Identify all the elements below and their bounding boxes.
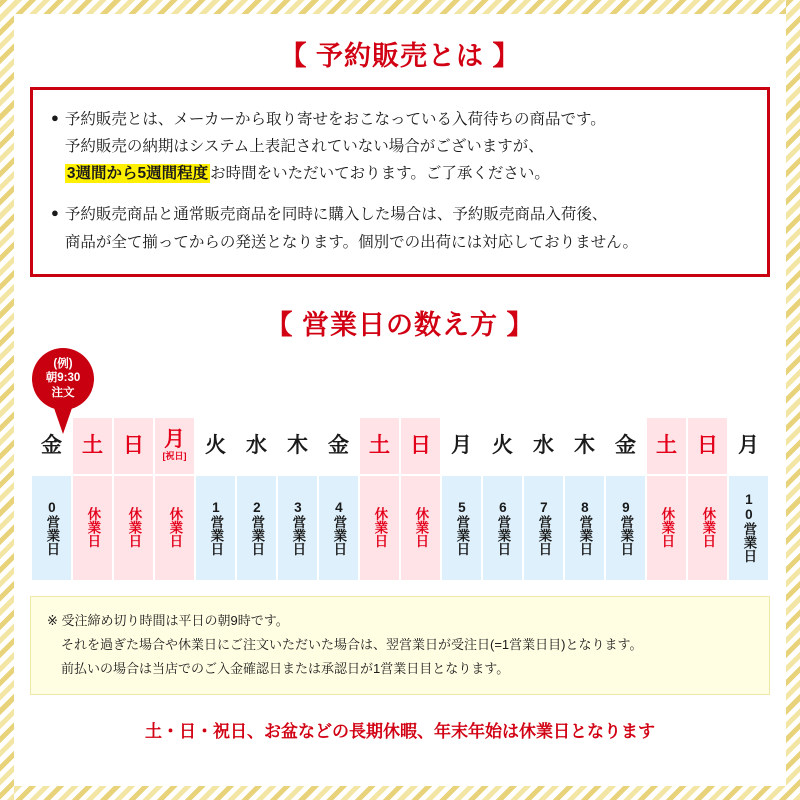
calendar-day-label: 金 bbox=[328, 433, 349, 457]
decorative-border-bottom bbox=[0, 786, 800, 800]
note-line: それを過ぎた場合や休業日にご注文いただいた場合は、翌営業日が受注日(=1営業日目)となります。 bbox=[61, 636, 643, 652]
calendar-day-label: 日 bbox=[410, 433, 431, 457]
calendar-day-sublabel: [祝日] bbox=[162, 451, 187, 462]
example-bubble-line-2: 朝9:30 bbox=[45, 372, 81, 385]
calendar-day-cell bbox=[360, 418, 399, 474]
calendar-count-cell bbox=[32, 476, 71, 580]
calendar-day-label: 月 bbox=[164, 428, 185, 452]
calendar-count-label: 9営業日 bbox=[618, 499, 634, 556]
calendar-count-cell bbox=[196, 476, 235, 580]
calendar-count-label: 6営業日 bbox=[495, 499, 511, 556]
calendar-day-label: 火 bbox=[205, 433, 226, 457]
reservation-line: 予約販売の納期はシステム上表記されていない場合がございますが、 bbox=[64, 138, 544, 156]
calendar-day-cell bbox=[565, 418, 604, 474]
reservation-bullet-body bbox=[65, 201, 749, 255]
reservation-line: 予約販売とは、メーカーから取り寄せをおこなっている入荷待ちの商品です。 bbox=[64, 111, 606, 128]
calendar-day-cell bbox=[196, 418, 235, 474]
calendar-day-cell bbox=[114, 418, 153, 474]
calendar-count-cell bbox=[483, 476, 522, 580]
decorative-border-left bbox=[0, 0, 14, 800]
calendar-day-label: 木 bbox=[574, 433, 595, 457]
calendar-day-label: 日 bbox=[123, 433, 144, 457]
calendar-day-label: 金 bbox=[41, 433, 62, 457]
calendar-day-cell bbox=[442, 418, 481, 474]
calendar-day-label: 土 bbox=[82, 433, 103, 457]
calendar-day-cell bbox=[647, 418, 686, 474]
example-bubble-pointer bbox=[54, 408, 72, 434]
calendar-count-label: 休業日 bbox=[413, 507, 429, 548]
calendar-day-label: 水 bbox=[533, 433, 554, 457]
calendar-count-cell bbox=[606, 476, 645, 580]
example-bubble-line-1: (例) bbox=[53, 358, 73, 371]
calendar-count-cell bbox=[688, 476, 727, 580]
decorative-border-top bbox=[0, 0, 800, 14]
calendar-day-cell bbox=[401, 418, 440, 474]
calendar-day-label: 月 bbox=[738, 433, 759, 457]
calendar-count-label: 3営業日 bbox=[290, 499, 306, 556]
calendar-day-cell bbox=[524, 418, 563, 474]
calendar-count-cell bbox=[73, 476, 112, 580]
reservation-bullet bbox=[51, 106, 749, 187]
calendar-day-label: 日 bbox=[697, 433, 718, 457]
calendar-count-label: 休業日 bbox=[372, 507, 388, 548]
holiday-footer-note: 土・日・祝日、お盆などの長期休暇、年末年始は休業日となります bbox=[145, 721, 655, 741]
calendar-count-cell bbox=[729, 476, 768, 580]
calendar-count-cell bbox=[360, 476, 399, 580]
calendar-count-cell bbox=[278, 476, 317, 580]
calendar-day-cell bbox=[688, 418, 727, 474]
reservation-line: 予約販売商品と通常販売商品を同時に購入した場合は、予約販売商品入荷後、 bbox=[64, 206, 608, 224]
calendar-count-cell bbox=[524, 476, 563, 580]
reservation-bullet bbox=[51, 201, 749, 255]
calendar-count-cell bbox=[319, 476, 358, 580]
reservation-bullet-body bbox=[65, 106, 749, 187]
calendar-count-label: 休業日 bbox=[85, 507, 101, 548]
calendar-day-cell bbox=[237, 418, 276, 474]
calendar-count-cell bbox=[442, 476, 481, 580]
calendar-count-label: 0営業日 bbox=[44, 499, 60, 556]
reservation-section-title: 【 予約販売とは 】 bbox=[279, 41, 521, 71]
business-days-section-title: 【 営業日の数え方 】 bbox=[265, 309, 535, 340]
calendar-day-cell bbox=[73, 418, 112, 474]
calendar-day-label: 火 bbox=[492, 433, 513, 457]
calendar-count-cell bbox=[114, 476, 153, 580]
calendar-count-cell bbox=[155, 476, 194, 580]
calendar-day-label: 月 bbox=[451, 433, 472, 457]
calendar-day-label: 木 bbox=[287, 433, 308, 457]
calendar-count-label: 10営業日 bbox=[741, 492, 757, 563]
example-order-bubble bbox=[32, 348, 94, 410]
calendar-count-cell bbox=[565, 476, 604, 580]
calendar-count-cell bbox=[237, 476, 276, 580]
calendar-day-cell bbox=[278, 418, 317, 474]
calendar-count-label: 8営業日 bbox=[577, 499, 593, 556]
note-line: ※ 受注締め切り時間は平日の朝9時です。 bbox=[47, 612, 289, 628]
reservation-line-highlighted bbox=[65, 160, 749, 187]
lead-time-highlight: 3週間から5週間程度 bbox=[66, 165, 209, 183]
page-content bbox=[14, 14, 786, 786]
calendar-count-label: 1営業日 bbox=[208, 499, 224, 556]
calendar-count-label: 休業日 bbox=[167, 507, 183, 548]
calendar-day-cell bbox=[155, 418, 194, 474]
calendar-day-cell bbox=[483, 418, 522, 474]
note-line: 前払いの場合は当店でのご入金確認日または承認日が1営業日目となります。 bbox=[61, 660, 510, 676]
calendar-count-label: 休業日 bbox=[700, 507, 716, 548]
calendar-day-row bbox=[32, 418, 768, 474]
calendar-count-cell bbox=[401, 476, 440, 580]
reservation-line-tail: お時間をいただいております。ご了承ください。 bbox=[210, 165, 550, 183]
calendar-day-label: 土 bbox=[369, 433, 390, 457]
calendar-day-cell bbox=[606, 418, 645, 474]
calendar-count-label: 7営業日 bbox=[536, 499, 552, 556]
decorative-border-right bbox=[786, 0, 800, 800]
calendar-day-cell bbox=[729, 418, 768, 474]
example-bubble-line-3: 注文 bbox=[51, 386, 75, 399]
calendar-count-label: 5営業日 bbox=[454, 499, 470, 556]
calendar-day-label: 金 bbox=[615, 433, 636, 457]
bullet-icon: ● bbox=[51, 205, 59, 221]
reservation-info-box bbox=[30, 87, 770, 277]
bullet-icon: ● bbox=[51, 110, 59, 125]
calendar-count-label: 2営業日 bbox=[249, 499, 265, 556]
calendar-day-label: 土 bbox=[656, 433, 677, 457]
calendar-count-row bbox=[32, 476, 768, 580]
business-day-calendar bbox=[30, 416, 770, 582]
reservation-line: 商品が全て揃ってからの発送となります。個別での出荷には対応しておりません。 bbox=[64, 233, 639, 251]
calendar-count-label: 4営業日 bbox=[331, 499, 347, 556]
calendar-count-label: 休業日 bbox=[126, 507, 142, 548]
order-cutoff-note bbox=[30, 596, 770, 695]
calendar-day-label: 水 bbox=[246, 433, 267, 457]
calendar-day-cell bbox=[319, 418, 358, 474]
calendar-count-cell bbox=[647, 476, 686, 580]
calendar-table bbox=[30, 416, 770, 582]
calendar-count-label: 休業日 bbox=[659, 507, 675, 548]
